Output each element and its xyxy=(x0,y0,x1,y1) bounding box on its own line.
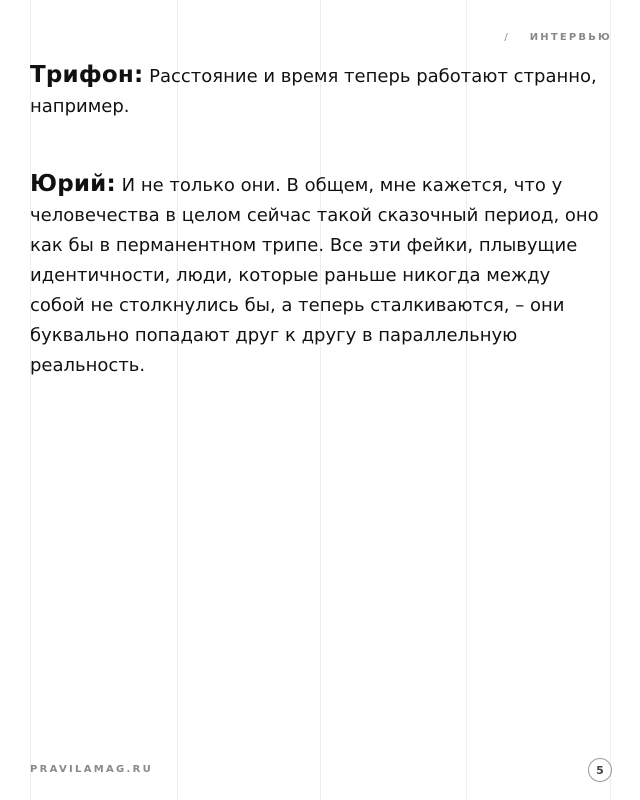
speaker-name: Трифон: xyxy=(30,62,144,88)
speaker-text: И не только они. В общем, мне кажется, что у человечества в целом сейчас такой сказочный период, оно как бы в перманентном трипе. Все эти фейки, плывущие идентичности, люди, которые раньше никогда между собой не столкнулись бы, а теперь сталкиваются, – они буквально попадают друг к другу в параллельную реальность. xyxy=(30,175,599,376)
section-separator: / xyxy=(504,32,508,43)
speaker-text: Расстояние и время теперь работают странно, например. xyxy=(30,66,597,117)
section-label: ИНТЕРВЬЮ xyxy=(529,32,612,43)
page-header xyxy=(504,32,612,43)
site-url: PRAVILAMAG.RU xyxy=(30,764,154,775)
interview-question xyxy=(30,60,602,122)
speaker-name: Юрий: xyxy=(30,171,116,197)
grid-line xyxy=(610,0,611,800)
article-content xyxy=(30,60,602,381)
page-number-badge: 5 xyxy=(588,758,612,782)
interview-answer xyxy=(30,169,602,381)
